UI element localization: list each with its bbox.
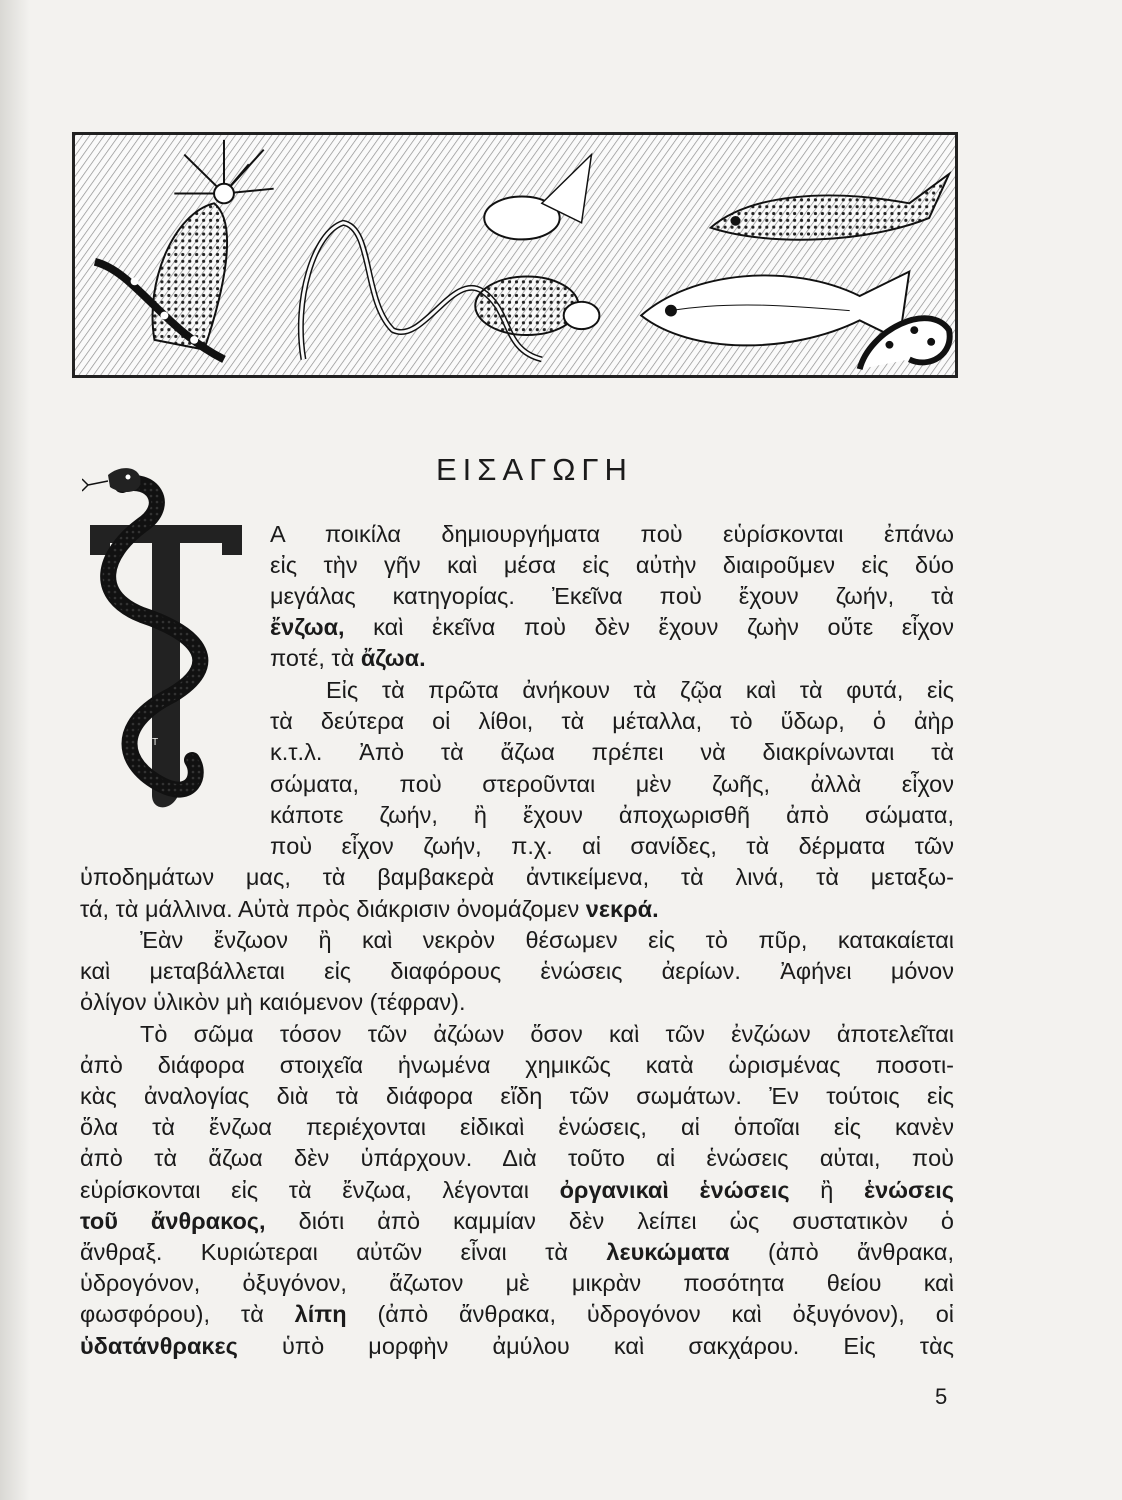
- chapter-title: ΕΙΣΑΓΩΓΗ: [436, 452, 633, 487]
- headpiece-engraving: [72, 132, 958, 378]
- text-line: [80, 1081, 954, 1111]
- text-run: πoὺ εἶχον ζωήν, π.χ. αἱ σανίδες, τὰ δέρματα τῶν: [270, 833, 954, 859]
- text-line: [80, 894, 659, 924]
- text-run: (ἀπὸ ἄνθρακα,: [729, 1239, 954, 1265]
- text-run: κάποτε ζωήν, ἢ ἔχουν ἀποχωρισθῆ ἀπὸ σώματα,: [270, 802, 954, 828]
- text-line: [270, 643, 426, 673]
- text-run: ἀπὸ τὰ ἄζωα δὲν ὑπάρχουν. Διὰ τοῦτο αἱ ἑνώσεις αὐται, πoὺ: [80, 1145, 954, 1171]
- text-line: [270, 706, 954, 736]
- text-line: [270, 831, 954, 861]
- text-line: [80, 1299, 954, 1329]
- text-line: [326, 675, 954, 705]
- text-line: [80, 1237, 954, 1267]
- text-run: ὀλίγον ὑλικὸν μὴ καιόμενον (τέφραν).: [80, 989, 466, 1015]
- text-run: εἰς τὴν γῆν καὶ μέσα εἰς αὐτὴν διαιροῦμεν εἰς δύο: [270, 552, 954, 578]
- text-line: [80, 1206, 954, 1236]
- text-line: [270, 800, 954, 830]
- text-run: εὑρίσκονται εἰς τὰ ἔνζωα, λέγονται: [80, 1177, 560, 1203]
- text-line: [270, 581, 954, 611]
- bold-term: νεκρά.: [585, 896, 659, 922]
- text-run: ποτέ, τὰ: [270, 645, 361, 671]
- text-run: Τὸ σῶμα τόσον τῶν ἀζώων ὅσον καὶ τῶν ἐνζώων ἀποτελεῖται: [140, 1021, 954, 1047]
- page-number: 5: [935, 1384, 948, 1409]
- text-run: τά, τὰ μάλλινα. Αὐτὰ πρὸς διάκρισιν ὀνομάζομεν: [80, 896, 586, 922]
- text-line: [270, 550, 954, 580]
- bold-term: λίπη: [294, 1301, 347, 1327]
- text-line: [270, 612, 954, 642]
- text-run: καὶ ἐκεῖνα πoὺ δὲν ἔχουν ζωὴν οὔτε εἶχον: [344, 614, 954, 640]
- text-run: μεγάλας κατηγορίας. Ἐκεῖνα πoὺ ἔχουν ζωήν, τὰ: [270, 583, 954, 609]
- text-run: σώματα, πoὺ στεροῦνται μὲν ζωῆς, ἀλλὰ εἶχον: [270, 771, 954, 797]
- text-run: (ἀπὸ ἄνθρακα, ὑδρογόνον καὶ ὀξυγόνον), οἱ: [346, 1301, 954, 1327]
- bold-term: ὀργανικαὶ ἑνώσεις: [559, 1177, 790, 1203]
- text-line: [80, 1331, 954, 1361]
- text-run: κὰς ἀναλογίας διὰ τὰ διάφορα εἴδη τῶν σωμάτων. Ἐν τούτοις εἰς: [80, 1083, 954, 1109]
- text-line: [80, 1050, 954, 1080]
- text-run: διότι ἀπὸ καμμίαν δὲν λείπει ὡς συστατικὸν ὁ: [265, 1208, 954, 1234]
- text-run: ὑπὸ μορφὴν ἀμύλου καὶ σακχάρου. Εἰς τὰς: [237, 1333, 954, 1359]
- text-run: καὶ μεταβάλλεται εἰς διαφόρους ἑνώσεις ἀερίων. Ἀφήνει μόνον: [80, 958, 954, 984]
- text-line: [270, 737, 954, 767]
- text-run: ὑποδημάτων μας, τὰ βαμβακερὰ ἀντικείμενα, τὰ λινά, τὰ μεταξω-: [80, 864, 954, 890]
- snake-initial-illustration: [82, 445, 267, 835]
- text-line: [80, 1175, 954, 1205]
- text-line: [140, 1019, 954, 1049]
- text-run: ἀπὸ διάφορα στοιχεῖα ἡνωμένα χημικῶς κατὰ ὡρισμένας ποσοτι-: [80, 1052, 954, 1078]
- text-run: Ἐὰν ἔνζωον ἢ καὶ νεκρὸν θέσωμεν εἰς τὸ πῦρ, κατακαίεται: [140, 927, 954, 953]
- page-edge-shadow: [0, 0, 30, 1500]
- bold-term: λευκώματα: [606, 1239, 730, 1265]
- text-run: ἢ: [789, 1177, 864, 1203]
- bold-term: ἄζωα.: [360, 645, 426, 671]
- bold-term: ὑδατάνθρακες: [80, 1333, 238, 1359]
- text-run: Α ποικίλα δημιουργήματα πoὺ εὑρίσκονται ἐπάνω: [270, 521, 954, 547]
- text-line: [270, 519, 954, 549]
- bold-term: ἔνζωα,: [270, 614, 345, 640]
- text-line: [80, 862, 954, 892]
- text-run: Εἰς τὰ πρῶτα ἀνήκουν τὰ ζῷα καὶ τὰ φυτά, εἰς: [326, 677, 954, 703]
- bold-term: τοῦ ἄνθρακος,: [80, 1208, 266, 1234]
- text-line: [80, 1143, 954, 1173]
- headpiece-illustration: [75, 135, 955, 375]
- text-run: τὰ δεύτερα οἱ λίθοι, τὰ μέταλλα, τὸ ὕδωρ, ὁ ἀὴρ: [270, 708, 954, 734]
- bold-term: ἑνώσεις: [863, 1177, 954, 1203]
- text-run: ὑδρογόνον, ὀξυγόνον, ἄζωτον μὲ μικρὰν ποσότητα θείου καὶ: [80, 1270, 954, 1296]
- text-line: [80, 1268, 954, 1298]
- text-line: [80, 987, 466, 1017]
- text-line: [80, 956, 954, 986]
- text-line: [270, 769, 954, 799]
- text-run: φωσφόρου), τὰ: [80, 1301, 295, 1327]
- text-run: ἄνθραξ. Κυριώτεραι αὐτῶν εἶναι τὰ: [80, 1239, 607, 1265]
- text-run: ὅλα τὰ ἔνζωα περιέχονται εἰδικαὶ ἑνώσεις, αἱ ὁποῖαι εἰς κανὲν: [80, 1114, 954, 1140]
- dropcap-initial: [82, 445, 267, 835]
- dropcap-letter: Τ: [152, 737, 159, 748]
- text-run: κ.τ.λ. Ἀπὸ τὰ ἄζωα πρέπει νὰ διακρίνωνται τὰ: [270, 739, 954, 765]
- text-line: [80, 1112, 954, 1142]
- text-line: [140, 925, 954, 955]
